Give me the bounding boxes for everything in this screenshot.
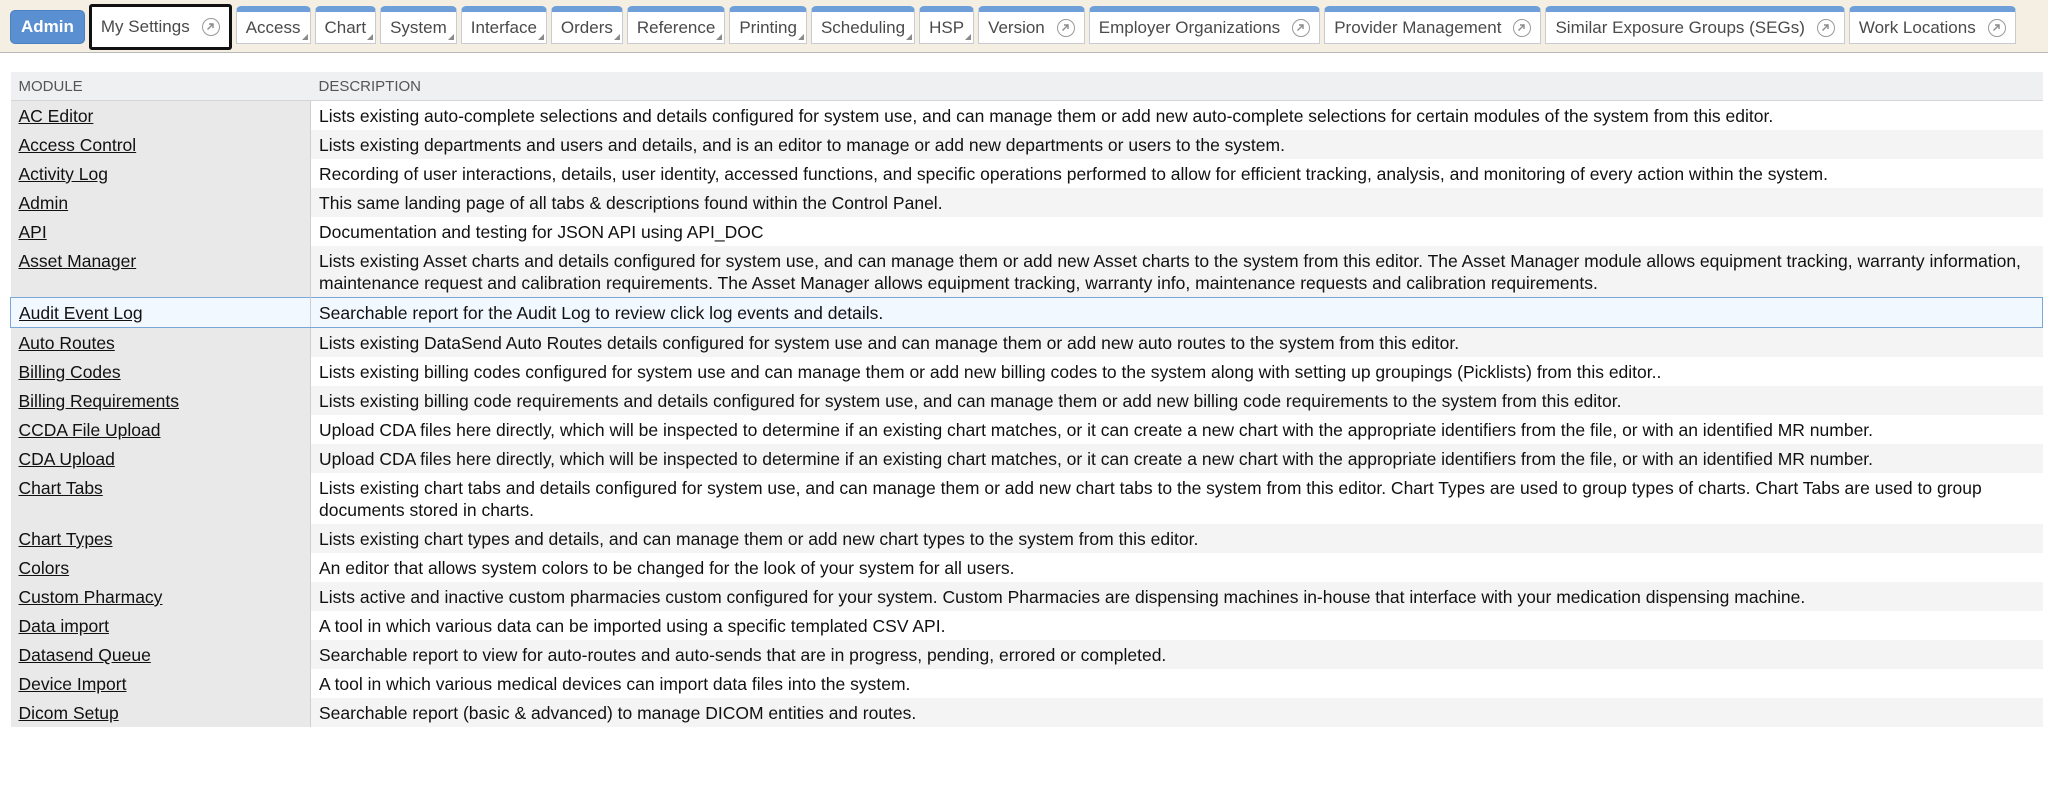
description-cell: A tool in which various data can be imported using a specific templated CSV API. bbox=[319, 616, 946, 636]
module-link[interactable]: Chart Tabs bbox=[18, 478, 103, 498]
tab-label: System bbox=[390, 17, 447, 37]
tab-label: HSP bbox=[929, 17, 965, 37]
tab-label: Admin bbox=[21, 17, 74, 36]
table-header-row bbox=[11, 72, 2043, 101]
description-cell: Lists existing Asset charts and details configured for system use, and can manage them or add new Asset charts to the system from this editor. The Asset Manager module allows equipment tracking, warranty information, maintenance request and calibration requirements. The Asset Manager allows equipment tracking, warranty info, maintenance requests and calibration requirements. bbox=[311, 246, 2043, 298]
dropdown-corner-icon bbox=[448, 34, 454, 40]
module-cell bbox=[11, 640, 311, 669]
module-cell bbox=[11, 101, 311, 131]
description-cell: Lists existing departments and users and details, and is an editor to manage or add new departments or users to the system. bbox=[311, 130, 2043, 159]
tab-similar-exposure-groups-segs[interactable] bbox=[1545, 6, 1844, 44]
open-external-icon[interactable] bbox=[202, 18, 220, 36]
description-cell: Upload CDA files here directly, which will be inspected to determine if an existing chart matches, or it can create a new chart with the appropriate identifiers from the file, or with an identified MR number. bbox=[319, 420, 1874, 440]
dropdown-corner-icon bbox=[614, 34, 620, 40]
tab-list bbox=[10, 6, 2020, 50]
description-cell: Recording of user interactions, details, user identity, accessed functions, and specific operations performed to allow for efficient tracking, analysis, and monitoring of every action within the system. bbox=[319, 164, 1828, 184]
tab-scheduling[interactable] bbox=[811, 6, 915, 44]
description-cell: Searchable report (basic & advanced) to manage DICOM entities and routes. bbox=[311, 698, 2043, 727]
description-cell: Lists existing chart types and details, and can manage them or add new chart types to the system from this editor. bbox=[311, 524, 2043, 553]
tab-chart[interactable] bbox=[315, 6, 377, 44]
tab-interface[interactable] bbox=[461, 6, 547, 44]
table-row bbox=[11, 101, 2043, 131]
tab-label: Chart bbox=[324, 17, 367, 37]
module-link[interactable]: API bbox=[18, 222, 47, 242]
module-column-header: MODULE bbox=[11, 72, 311, 101]
open-external-icon[interactable] bbox=[1513, 19, 1531, 37]
module-link[interactable]: CCDA File Upload bbox=[18, 420, 161, 440]
module-cell bbox=[11, 246, 311, 298]
tab-label: Employer Organizations bbox=[1098, 17, 1281, 37]
module-cell bbox=[11, 524, 311, 553]
tab-provider-management[interactable] bbox=[1324, 6, 1541, 44]
dropdown-corner-icon bbox=[965, 34, 971, 40]
table-row bbox=[11, 386, 2043, 415]
tab-version[interactable] bbox=[978, 6, 1085, 44]
table-row bbox=[11, 298, 2043, 328]
table-row bbox=[11, 217, 2043, 246]
tab-label: Printing bbox=[739, 17, 797, 37]
tab-label: My Settings bbox=[100, 17, 190, 36]
tab-reference[interactable] bbox=[627, 6, 725, 44]
tab-label: Reference bbox=[636, 17, 716, 37]
tab-label: Provider Management bbox=[1334, 17, 1502, 37]
description-cell: Upload CDA files here directly, which will be inspected to determine if an existing chart matches, or it can create a new chart with the appropriate identifiers from the file, or with an identified MR number. bbox=[311, 444, 2043, 473]
module-cell bbox=[11, 415, 311, 444]
tab-orders[interactable] bbox=[551, 6, 623, 44]
table-row bbox=[11, 640, 2043, 669]
module-link[interactable]: Billing Requirements bbox=[18, 391, 179, 411]
description-column-header: DESCRIPTION bbox=[311, 72, 2043, 101]
description-cell: Searchable report to view for auto-routes and auto-sends that are in progress, pending, errored or completed. bbox=[311, 640, 2043, 669]
module-link[interactable]: Device Import bbox=[18, 674, 127, 694]
dropdown-corner-icon bbox=[906, 34, 912, 40]
table-row bbox=[11, 611, 2043, 640]
tab-label: Access bbox=[245, 17, 301, 37]
description-cell: Lists existing auto-complete selections and details configured for system use, and can manage them or add new auto-complete selections for certain modules of the system from this editor. bbox=[319, 106, 1774, 126]
tab-my-settings[interactable] bbox=[89, 4, 232, 50]
module-cell bbox=[11, 553, 311, 582]
table-row bbox=[11, 524, 2043, 553]
modules-table bbox=[10, 72, 2043, 727]
dropdown-corner-icon bbox=[538, 34, 544, 40]
description-cell: Lists existing billing codes configured for system use and can manage them or add new billing codes to the system along with setting up groupings (Picklists) from this editor.. bbox=[319, 362, 1662, 382]
module-cell bbox=[11, 669, 311, 698]
module-cell bbox=[11, 217, 311, 246]
tab-label: Orders bbox=[560, 17, 613, 37]
module-link[interactable]: Audit Event Log bbox=[19, 303, 143, 323]
open-external-icon[interactable] bbox=[1292, 19, 1310, 37]
module-link[interactable]: Auto Routes bbox=[18, 333, 115, 353]
module-link[interactable]: Colors bbox=[18, 558, 70, 578]
table-row bbox=[11, 582, 2043, 611]
module-cell bbox=[11, 582, 311, 611]
top-tab-bar bbox=[0, 0, 2048, 53]
module-cell bbox=[11, 130, 311, 159]
tab-admin[interactable] bbox=[10, 10, 85, 44]
module-link[interactable]: Billing Codes bbox=[18, 362, 121, 382]
module-link[interactable]: Custom Pharmacy bbox=[18, 587, 163, 607]
module-link[interactable]: Asset Manager bbox=[18, 251, 137, 271]
tab-printing[interactable] bbox=[729, 6, 807, 44]
dropdown-corner-icon bbox=[716, 34, 722, 40]
description-cell: An editor that allows system colors to be changed for the look of your system for all users. bbox=[319, 558, 1015, 578]
module-cell bbox=[11, 298, 311, 328]
open-external-icon[interactable] bbox=[1988, 19, 2006, 37]
tab-employer-organizations[interactable] bbox=[1089, 6, 1320, 44]
module-cell bbox=[11, 159, 311, 188]
module-link[interactable]: AC Editor bbox=[18, 106, 94, 126]
table-row bbox=[11, 473, 2043, 524]
module-link[interactable]: CDA Upload bbox=[18, 449, 115, 469]
dropdown-corner-icon bbox=[367, 34, 373, 40]
module-cell bbox=[11, 328, 311, 358]
tab-system[interactable] bbox=[380, 6, 457, 44]
module-link[interactable]: Chart Types bbox=[18, 529, 113, 549]
tab-label: Version bbox=[988, 17, 1045, 37]
tab-label: Scheduling bbox=[820, 17, 906, 37]
table-row bbox=[11, 130, 2043, 159]
tab-label: Similar Exposure Groups (SEGs) bbox=[1555, 17, 1805, 37]
description-cell: Documentation and testing for JSON API using API_DOC bbox=[319, 222, 764, 242]
description-cell: Lists existing billing code requirements and details configured for system use, and can manage them or add new billing code requirements to the system from this editor. bbox=[311, 386, 2043, 415]
open-external-icon[interactable] bbox=[1057, 19, 1075, 37]
module-cell bbox=[11, 611, 311, 640]
table-row bbox=[11, 444, 2043, 473]
table-row bbox=[11, 669, 2043, 698]
module-cell bbox=[11, 188, 311, 217]
table-row bbox=[11, 188, 2043, 217]
open-external-icon[interactable] bbox=[1817, 19, 1835, 37]
module-link[interactable]: Dicom Setup bbox=[18, 703, 119, 723]
module-link[interactable]: Datasend Queue bbox=[18, 645, 151, 665]
table-row bbox=[11, 246, 2043, 298]
tab-label: Work Locations bbox=[1858, 17, 1976, 37]
description-cell: Lists existing chart tabs and details configured for system use, and can manage them or add new chart tabs to the system from this editor. Chart Types are used to group types of charts. Chart Tabs are used to group documents stored in charts. bbox=[319, 478, 1982, 520]
dropdown-corner-icon bbox=[302, 34, 308, 40]
module-cell bbox=[11, 386, 311, 415]
module-cell bbox=[11, 698, 311, 727]
module-link[interactable]: Activity Log bbox=[18, 164, 108, 184]
table-row bbox=[11, 553, 2043, 582]
table-row bbox=[11, 328, 2043, 358]
description-cell: Searchable report for the Audit Log to review click log events and details. bbox=[311, 298, 2043, 328]
module-link[interactable]: Admin bbox=[18, 193, 69, 213]
tab-hsp[interactable] bbox=[919, 6, 974, 44]
table-row bbox=[11, 415, 2043, 444]
table-row bbox=[11, 357, 2043, 386]
module-link[interactable]: Access Control bbox=[18, 135, 137, 155]
description-cell: Lists existing DataSend Auto Routes details configured for system use and can manage them or add new auto routes to the system from this editor. bbox=[311, 328, 2043, 358]
module-link[interactable]: Data import bbox=[18, 616, 109, 636]
table-row bbox=[11, 159, 2043, 188]
tab-access[interactable] bbox=[236, 6, 311, 44]
description-cell: Lists active and inactive custom pharmacies custom configured for your system. Custom Pharmacies are dispensing machines in-house that interface with your medication dispensing machine. bbox=[311, 582, 2043, 611]
description-cell: A tool in which various medical devices can import data files into the system. bbox=[319, 674, 911, 694]
table-row bbox=[11, 698, 2043, 727]
module-cell bbox=[11, 357, 311, 386]
tab-label: Interface bbox=[470, 17, 537, 37]
module-cell bbox=[11, 444, 311, 473]
module-cell bbox=[11, 473, 311, 524]
tab-work-locations[interactable] bbox=[1849, 6, 2016, 44]
dropdown-corner-icon bbox=[798, 34, 804, 40]
description-cell: This same landing page of all tabs & descriptions found within the Control Panel. bbox=[311, 188, 2043, 217]
